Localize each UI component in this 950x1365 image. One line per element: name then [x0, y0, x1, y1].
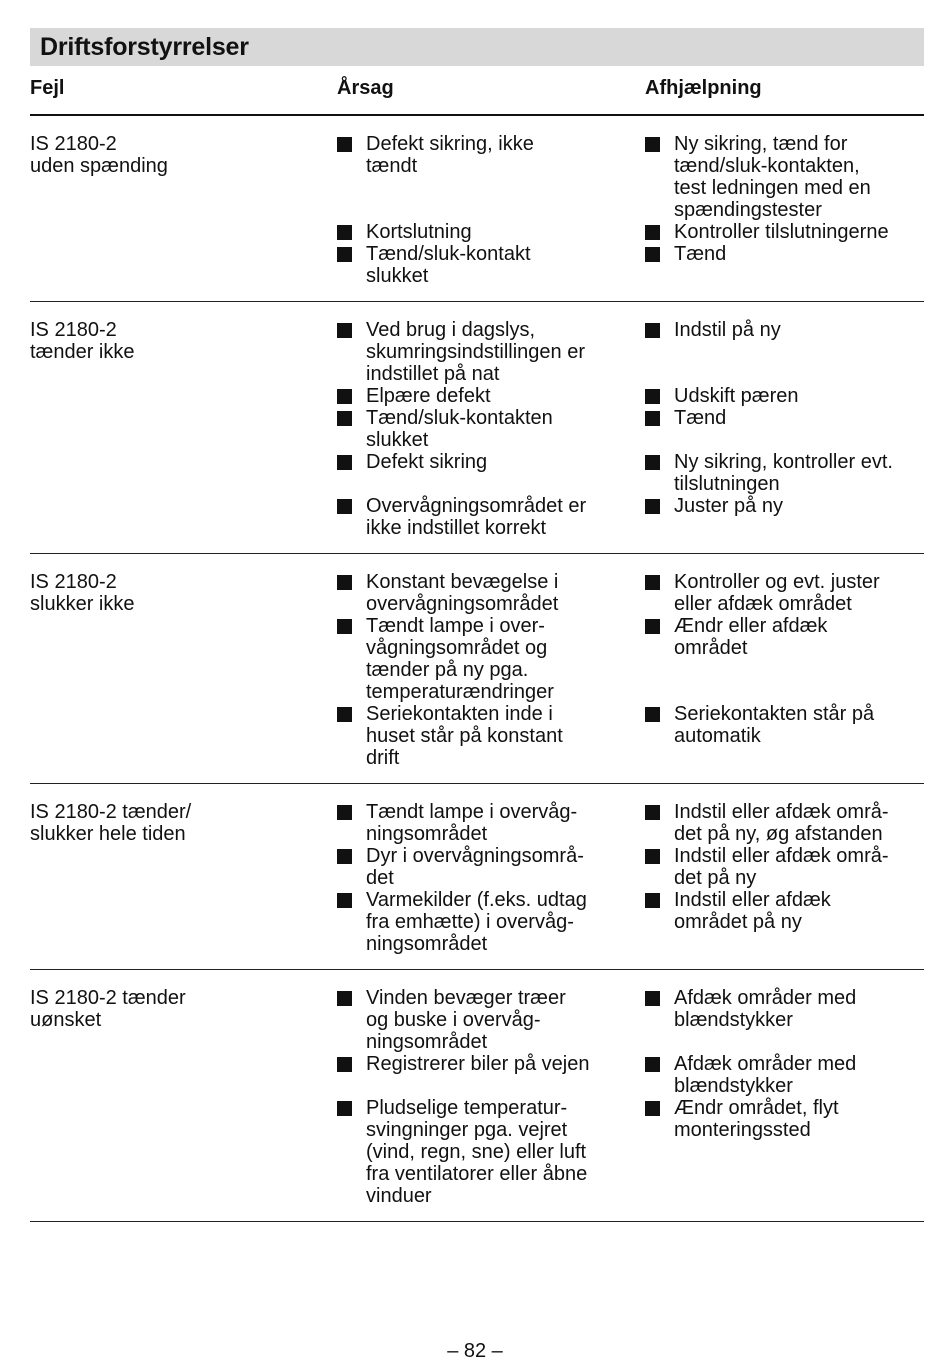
- list-item: Seriekontakten inde i huset står på konstant drift: [337, 703, 645, 769]
- fault-cell: IS 2180-2 tænder ikke: [30, 319, 135, 363]
- list-item: Konstant bevægelse i overvågningsområdet: [337, 571, 645, 615]
- bullet-icon: [645, 225, 660, 240]
- bullet-icon: [337, 1057, 352, 1072]
- list-item: Ved brug i dagslys, skumringsindstillingen er indstillet på nat: [337, 319, 645, 385]
- fault-cell: IS 2180-2 uden spænding: [30, 133, 168, 177]
- list-item: Tænd/sluk-kontakten slukket: [337, 407, 645, 451]
- table-row: [30, 784, 924, 970]
- bullet-icon: [645, 1057, 660, 1072]
- list-item: Afdæk områder med blændstykker: [645, 1053, 924, 1097]
- table-row: [30, 302, 924, 554]
- bullet-icon: [337, 323, 352, 338]
- list-item: Ny sikring, tænd for tænd/sluk-kontakten, test ledningen med en spændingstester: [645, 133, 924, 221]
- bullet-icon: [645, 389, 660, 404]
- cause-cell: [337, 801, 645, 969]
- remedy-cell: [645, 571, 924, 783]
- list-item: Varmekilder (f.eks. udtag fra emhætte) i overvåg- ningsområdet: [337, 889, 645, 955]
- list-item: Juster på ny: [645, 495, 924, 517]
- table-row: [30, 554, 924, 784]
- bullet-icon: [645, 707, 660, 722]
- table-header: [30, 28, 924, 116]
- bullet-icon: [337, 225, 352, 240]
- list-item: Pludselige temperatur- svingninger pga. vejret (vind, regn, sne) eller luft fra ventilatorer eller åbne vinduer: [337, 1097, 645, 1207]
- remedy-cell: [645, 133, 924, 301]
- bullet-icon: [645, 499, 660, 514]
- list-item: Indstil eller afdæk området på ny: [645, 889, 924, 933]
- fault-cell: IS 2180-2 slukker ikke: [30, 571, 135, 615]
- bullet-icon: [337, 707, 352, 722]
- bullet-icon: [337, 619, 352, 634]
- bullet-icon: [645, 849, 660, 864]
- list-item: Ny sikring, kontroller evt. tilslutningen: [645, 451, 924, 495]
- bullet-icon: [645, 575, 660, 590]
- bullet-icon: [645, 893, 660, 908]
- cause-cell: [337, 987, 645, 1221]
- bullet-icon: [337, 247, 352, 262]
- troubleshooting-page: [30, 28, 924, 1222]
- header-remedy: Afhjælpning: [645, 77, 762, 99]
- list-item: Ændr området, flyt monteringssted: [645, 1097, 924, 1141]
- cause-cell: [337, 133, 645, 301]
- header-cause: Årsag: [337, 77, 394, 99]
- list-item: Indstil eller afdæk områ- det på ny, øg afstanden: [645, 801, 924, 845]
- list-item: Kortslutning: [337, 221, 645, 243]
- list-item: Afdæk områder med blændstykker: [645, 987, 924, 1053]
- bullet-icon: [337, 1101, 352, 1116]
- list-item: Defekt sikring: [337, 451, 645, 495]
- bullet-icon: [337, 411, 352, 426]
- list-item: Indstil på ny: [645, 319, 924, 385]
- bullet-icon: [645, 411, 660, 426]
- bullet-icon: [645, 247, 660, 262]
- table-row: [30, 970, 924, 1222]
- list-item: Indstil eller afdæk områ- det på ny: [645, 845, 924, 889]
- list-item: Tændt lampe i overvåg- ningsområdet: [337, 801, 645, 845]
- list-item: Tændt lampe i over- vågningsområdet og tænder på ny pga. temperaturændringer: [337, 615, 645, 703]
- list-item: Seriekontakten står på automatik: [645, 703, 924, 747]
- header-fault: Fejl: [30, 77, 65, 99]
- list-item: Tænd: [645, 407, 924, 451]
- bullet-icon: [645, 323, 660, 338]
- section-title: Driftsforstyrrelser: [30, 28, 924, 66]
- remedy-cell: [645, 987, 924, 1221]
- bullet-icon: [337, 455, 352, 470]
- bullet-icon: [645, 991, 660, 1006]
- list-item: Elpære defekt: [337, 385, 645, 407]
- bullet-icon: [337, 849, 352, 864]
- page-number: – 82 –: [447, 1340, 503, 1362]
- bullet-icon: [645, 805, 660, 820]
- bullet-icon: [337, 805, 352, 820]
- cause-cell: [337, 319, 645, 553]
- bullet-icon: [337, 137, 352, 152]
- remedy-cell: [645, 801, 924, 969]
- bullet-icon: [337, 575, 352, 590]
- bullet-icon: [337, 389, 352, 404]
- remedy-cell: [645, 319, 924, 553]
- list-item: Registrerer biler på vejen: [337, 1053, 645, 1097]
- list-item: Kontroller og evt. juster eller afdæk området: [645, 571, 924, 615]
- bullet-icon: [337, 991, 352, 1006]
- bullet-icon: [645, 455, 660, 470]
- list-item: Kontroller tilslutningerne: [645, 221, 924, 243]
- list-item: Tænd/sluk-kontakt slukket: [337, 243, 645, 287]
- bullet-icon: [645, 137, 660, 152]
- list-item: Vinden bevæger træer og buske i overvåg- ningsområdet: [337, 987, 645, 1053]
- list-item: Ændr eller afdæk området: [645, 615, 924, 703]
- bullet-icon: [337, 499, 352, 514]
- bullet-icon: [337, 893, 352, 908]
- fault-cell: IS 2180-2 tænder uønsket: [30, 987, 186, 1031]
- list-item: Overvågningsområdet er ikke indstillet korrekt: [337, 495, 645, 539]
- list-item: Tænd: [645, 243, 924, 265]
- fault-cell: IS 2180-2 tænder/ slukker hele tiden: [30, 801, 192, 845]
- bullet-icon: [645, 619, 660, 634]
- list-item: Udskift pæren: [645, 385, 924, 407]
- table-row: [30, 116, 924, 302]
- list-item: Dyr i overvågningsområ- det: [337, 845, 645, 889]
- bullet-icon: [645, 1101, 660, 1116]
- cause-cell: [337, 571, 645, 783]
- list-item: Defekt sikring, ikke tændt: [337, 133, 645, 221]
